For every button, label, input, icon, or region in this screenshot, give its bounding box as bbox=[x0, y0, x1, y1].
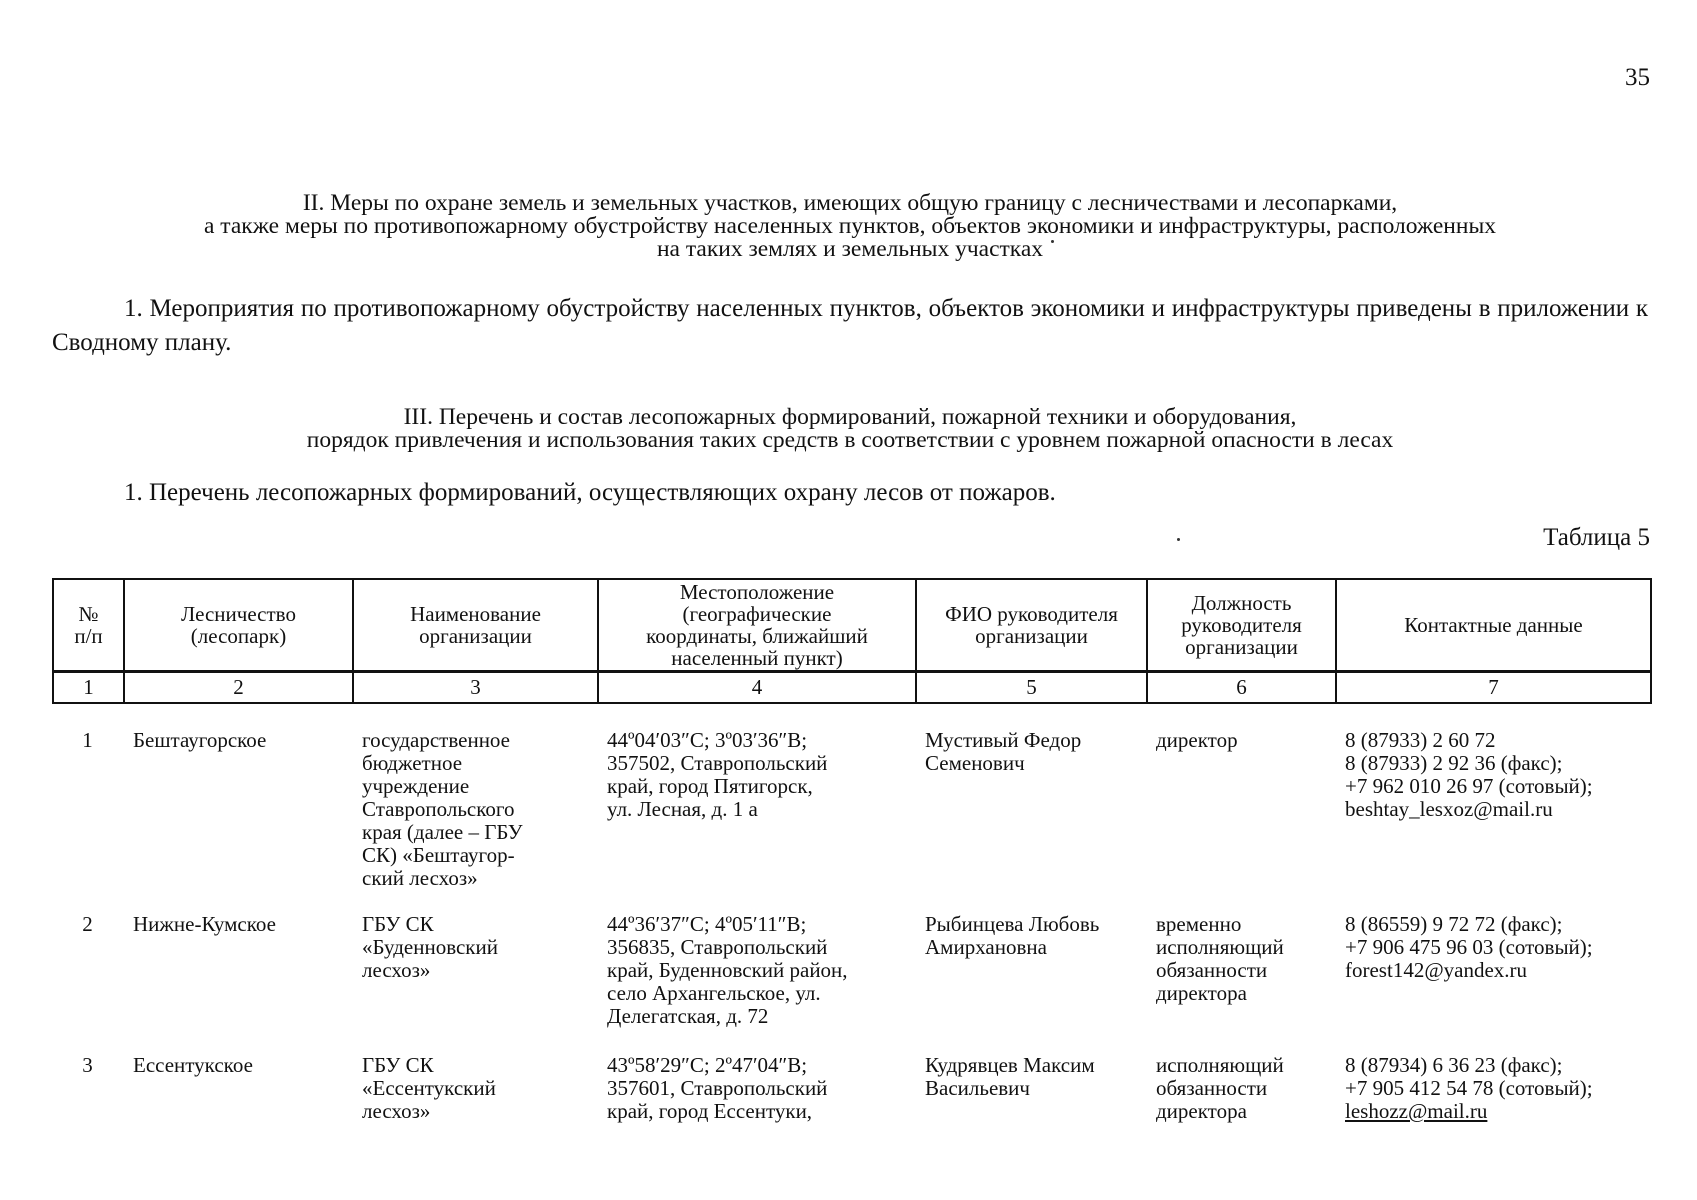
email-link[interactable]: beshtay_lesxoz@mail.ru bbox=[1345, 797, 1553, 821]
scan-speck bbox=[1177, 538, 1180, 541]
row-number: 1 bbox=[82, 728, 93, 752]
contacts-cell: 8 (87934) 6 36 23 (факс); +7 905 412 54 78 (сотовый); leshozz@mail.ru bbox=[1335, 1054, 1650, 1123]
column-number: 4 bbox=[598, 671, 916, 703]
header-cell-organization: Наименование организации bbox=[353, 579, 598, 671]
page-number: 35 bbox=[1625, 64, 1650, 91]
organization-cell: государственное бюджетное учреждение Ставропольского края (далее – ГБУ СК) «Бештаугор- ский лесхоз» bbox=[362, 728, 523, 890]
forestry-cell: Нижне-Кумское bbox=[133, 912, 276, 936]
table-label: Таблица 5 bbox=[1543, 524, 1650, 551]
forestry-cell: Бештаугорское bbox=[133, 728, 267, 752]
header-cell-forestry: Лесничество (лесопарк) bbox=[124, 579, 353, 671]
forestry-cell: Ессентукское bbox=[133, 1053, 253, 1077]
scan-speck bbox=[1051, 240, 1054, 243]
paragraph-measures: 1. Мероприятия по противопожарному обустройству населенных пунктов, объектов экономики и инфраструктуры приведены в приложении к Сводному плану. bbox=[52, 295, 1648, 356]
column-number-row bbox=[53, 671, 1651, 703]
organization-cell: ГБУ СК «Буденновский лесхоз» bbox=[362, 912, 498, 982]
paragraph-formations-list: 1. Перечень лесопожарных формирований, осуществляющих охрану лесов от пожаров. bbox=[124, 479, 1056, 506]
row-number: 3 bbox=[82, 1053, 93, 1077]
position-cell: директор bbox=[1156, 728, 1238, 752]
row-number: 2 bbox=[82, 912, 93, 936]
email-link[interactable]: leshozz@mail.ru bbox=[1345, 1099, 1488, 1123]
column-number: 5 bbox=[916, 671, 1147, 703]
table-row bbox=[52, 729, 1650, 913]
section-3-heading-line: III. Перечень и состав лесопожарных формирований, пожарной техники и оборудования, bbox=[403, 404, 1297, 430]
table-row bbox=[52, 913, 1650, 1054]
column-number: 2 bbox=[124, 671, 353, 703]
contacts-cell: 8 (86559) 9 72 72 (факс); +7 906 475 96 03 (сотовый); forest142@yandex.ru bbox=[1335, 913, 1650, 1054]
section-2-heading bbox=[50, 192, 1650, 261]
contacts-cell: 8 (87933) 2 60 72 8 (87933) 2 92 36 (факс); +7 962 010 26 97 (сотовый); beshtay_lesxoz@mail.ru bbox=[1335, 729, 1650, 913]
section-2-heading-line: а также меры по противопожарному обустройству населенных пунктов, объектов экономики и инфраструктуры, расположенных bbox=[204, 213, 1496, 239]
head-name-cell: Мустивый Федор Семенович bbox=[925, 728, 1082, 775]
formations-table-body bbox=[52, 729, 1650, 1123]
table-row bbox=[52, 1054, 1650, 1123]
section-2-heading-line: на таких землях и земельных участках bbox=[656, 236, 1044, 262]
position-cell: временно исполняющий обязанности директора bbox=[1156, 912, 1284, 1005]
header-cell-contacts: Контактные данные bbox=[1336, 579, 1651, 671]
location-cell: 44º04′03″С; 3º03′36″В; 357502, Ставропольский край, город Пятигорск, ул. Лесная, д. 1 а bbox=[607, 728, 828, 821]
organization-cell: ГБУ СК «Ессентукский лесхоз» bbox=[362, 1053, 496, 1123]
header-row bbox=[53, 579, 1651, 671]
header-cell-position: Должность руководителя организации bbox=[1147, 579, 1336, 671]
position-cell: исполняющий обязанности директора bbox=[1156, 1053, 1284, 1123]
column-number: 1 bbox=[53, 671, 124, 703]
email-link[interactable]: forest142@yandex.ru bbox=[1345, 958, 1528, 982]
header-cell-number: № п/п bbox=[53, 579, 124, 671]
head-name-cell: Кудрявцев Максим Васильевич bbox=[925, 1053, 1095, 1100]
location-cell: 43º58′29″С; 2º47′04″В; 357601, Ставропольский край, город Ессентуки, bbox=[607, 1053, 828, 1123]
section-3-heading-line: порядок привлечения и использования таких средств в соответствии с уровнем пожарной опасности в лесах bbox=[306, 427, 1394, 453]
head-name-cell: Рыбинцева Любовь Амирхановна bbox=[925, 912, 1100, 959]
section-2-heading-line: II. Меры по охране земель и земельных участков, имеющих общую границу с лесничествами и лесопарками, bbox=[302, 190, 1398, 216]
column-number: 3 bbox=[353, 671, 598, 703]
table-header bbox=[52, 578, 1652, 704]
header-cell-head-name: ФИО руководителя организации bbox=[916, 579, 1147, 671]
section-3-heading bbox=[50, 406, 1650, 452]
header-cell-location: Местоположение (географические координаты, ближайший населенный пункт) bbox=[598, 579, 916, 671]
column-number: 7 bbox=[1336, 671, 1651, 703]
location-cell: 44º36′37″С; 4º05′11″В; 356835, Ставропольский край, Буденновский район, село Архангельское, ул. Делегатская, д. 72 bbox=[607, 912, 848, 1028]
column-number: 6 bbox=[1147, 671, 1336, 703]
